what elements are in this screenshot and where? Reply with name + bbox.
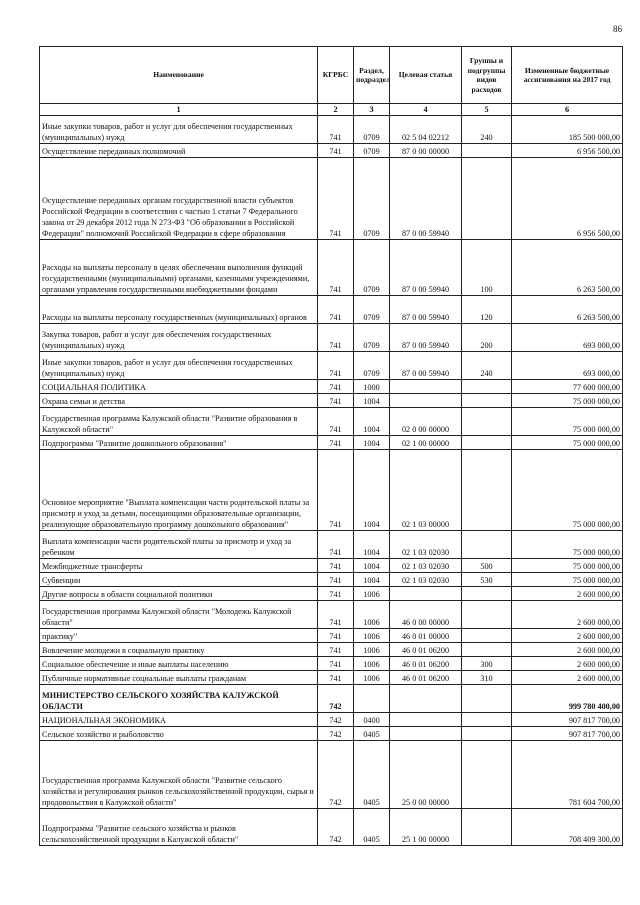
table-row [40,587,623,601]
row-group: 310 [462,671,512,685]
table-row [40,643,623,657]
row-kgrbs: 741 [318,352,354,380]
col-header-name: Наименование [40,47,318,104]
row-group [462,727,512,741]
row-amount: 999 780 400,00 [512,685,623,713]
row-target [390,587,462,601]
row-target: 46 0 01 06200 [390,671,462,685]
row-razdel: 0709 [354,296,390,324]
row-kgrbs: 741 [318,324,354,352]
row-kgrbs: 741 [318,531,354,559]
row-target [390,713,462,727]
table-row [40,657,623,671]
row-group [462,158,512,240]
row-amount: 75 000 000,00 [512,559,623,573]
row-amount: 75 000 000,00 [512,531,623,559]
row-amount: 708 409 300,00 [512,809,623,846]
col-number: 1 [40,104,318,116]
row-amount: 75 000 000,00 [512,450,623,531]
row-kgrbs: 742 [318,685,354,713]
table-row [40,324,623,352]
row-kgrbs: 741 [318,144,354,158]
row-name: МИНИСТЕРСТВО СЕЛЬСКОГО ХОЗЯЙСТВА КАЛУЖСКОЙ ОБЛАСТИ [40,685,318,713]
row-kgrbs: 741 [318,380,354,394]
row-group: 500 [462,559,512,573]
row-target [390,685,462,713]
row-target: 02 1 00 00000 [390,436,462,450]
row-kgrbs: 741 [318,657,354,671]
row-name: Сельское хозяйство и рыболовство [40,727,318,741]
table-row [40,685,623,713]
row-target: 87 0 00 59940 [390,240,462,296]
row-amount: 2 600 000,00 [512,657,623,671]
row-razdel: 0709 [354,324,390,352]
table-row [40,531,623,559]
table-row [40,116,623,144]
row-name: Осуществление переданных полномочий [40,144,318,158]
row-razdel: 1004 [354,408,390,436]
row-group [462,394,512,408]
row-name: Публичные нормативные социальные выплаты гражданам [40,671,318,685]
row-kgrbs: 742 [318,713,354,727]
row-razdel: 1006 [354,643,390,657]
table-row [40,436,623,450]
row-group [462,809,512,846]
row-target: 02 1 03 02030 [390,559,462,573]
row-name: Социальное обеспечение и иные выплаты населению [40,657,318,671]
col-number: 3 [354,104,390,116]
row-name: Выплата компенсации части родительской платы за присмотр и уход за ребенком [40,531,318,559]
row-amount: 75 000 000,00 [512,573,623,587]
row-amount: 6 956 500,00 [512,158,623,240]
row-kgrbs: 741 [318,601,354,629]
row-name: Расходы на выплаты персоналу государственных (муниципальных) органов [40,296,318,324]
row-group: 200 [462,324,512,352]
row-kgrbs: 741 [318,671,354,685]
row-name: Иные закупки товаров, работ и услуг для обеспечения государственных (муниципальных) нужд [40,116,318,144]
table-row [40,727,623,741]
row-razdel: 1006 [354,657,390,671]
row-target: 87 0 00 59940 [390,352,462,380]
row-kgrbs: 741 [318,436,354,450]
row-razdel: 0405 [354,741,390,809]
row-amount: 907 817 700,00 [512,727,623,741]
row-kgrbs: 741 [318,394,354,408]
row-group [462,587,512,601]
row-kgrbs: 741 [318,240,354,296]
col-header-group: Группы и подгруппы видов расходов [462,47,512,104]
row-razdel: 1004 [354,559,390,573]
row-amount: 6 263 500,00 [512,296,623,324]
row-group [462,436,512,450]
row-group: 240 [462,352,512,380]
row-razdel: 0709 [354,116,390,144]
col-header-kgrbs: КГРБС [318,47,354,104]
row-group: 530 [462,573,512,587]
table-row [40,380,623,394]
row-razdel: 0405 [354,727,390,741]
row-amount: 2 600 000,00 [512,587,623,601]
row-target: 87 0 00 00000 [390,144,462,158]
table-row [40,408,623,436]
table-row [40,144,623,158]
row-amount: 75 000 000,00 [512,408,623,436]
row-razdel: 1006 [354,629,390,643]
row-target: 02 0 00 00000 [390,408,462,436]
table-row [40,394,623,408]
row-name: практику" [40,629,318,643]
row-amount: 6 956 500,00 [512,144,623,158]
row-group [462,629,512,643]
row-target [390,727,462,741]
table-row [40,671,623,685]
row-kgrbs: 741 [318,296,354,324]
row-name: НАЦИОНАЛЬНАЯ ЭКОНОМИКА [40,713,318,727]
col-number: 4 [390,104,462,116]
row-name: Межбюджетные трансферты [40,559,318,573]
row-amount: 77 600 000,00 [512,380,623,394]
row-amount: 2 600 000,00 [512,643,623,657]
row-group [462,531,512,559]
table-row [40,573,623,587]
row-name: Основное мероприятие "Выплата компенсации части родительской платы за присмотр и уход за детьми, посещающими образовательные организации, реализующие образовательную программу дошкольного образования" [40,450,318,531]
row-amount: 6 263 500,00 [512,240,623,296]
row-razdel: 1004 [354,394,390,408]
col-header-target: Целевая статья [390,47,462,104]
row-amount: 2 600 000,00 [512,671,623,685]
row-razdel: 1004 [354,450,390,531]
row-kgrbs: 741 [318,573,354,587]
row-amount: 75 000 000,00 [512,394,623,408]
row-group [462,144,512,158]
row-kgrbs: 742 [318,809,354,846]
table-row [40,158,623,240]
row-group [462,643,512,657]
table-row [40,450,623,531]
row-group: 240 [462,116,512,144]
row-razdel: 1006 [354,671,390,685]
row-kgrbs: 741 [318,116,354,144]
table-row [40,713,623,727]
row-name: Субвенции [40,573,318,587]
row-target: 02 1 03 02030 [390,573,462,587]
row-target: 87 0 00 59940 [390,324,462,352]
row-razdel: 0405 [354,809,390,846]
row-amount: 907 817 700,00 [512,713,623,727]
table-row [40,559,623,573]
row-amount: 185 500 000,00 [512,116,623,144]
row-kgrbs: 741 [318,158,354,240]
row-amount: 781 604 700,00 [512,741,623,809]
row-target [390,380,462,394]
row-kgrbs: 741 [318,408,354,436]
row-group [462,380,512,394]
row-razdel: 0709 [354,158,390,240]
row-kgrbs: 742 [318,741,354,809]
row-group: 300 [462,657,512,671]
row-name: Другие вопросы в области социальной политики [40,587,318,601]
col-header-amount: Измененные бюджетные ассигнования на 2017 год [512,47,623,104]
row-razdel: 1004 [354,436,390,450]
page-number: 86 [613,24,622,34]
row-name: Подпрограмма "Развитие дошкольного образования" [40,436,318,450]
row-razdel: 1004 [354,573,390,587]
row-razdel: 1000 [354,380,390,394]
row-target: 46 0 01 06200 [390,643,462,657]
row-kgrbs: 741 [318,643,354,657]
row-name: Вовлечение молодежи в социальную практику [40,643,318,657]
row-group [462,713,512,727]
row-amount: 75 000 000,00 [512,436,623,450]
row-name: Осуществление переданных органам государственной власти субъектов Российской Федерации в соответствии с частью 1 статьи 7 Федерального закона от 29 декабря 2012 года N 273-ФЗ "Об образовании в Российской Федерации" полномочий Российской Федерации в сфере образования [40,158,318,240]
row-razdel: 0709 [354,240,390,296]
row-razdel [354,685,390,713]
row-name: Иные закупки товаров, работ и услуг для обеспечения государственных (муниципальных) нужд [40,352,318,380]
row-name: СОЦИАЛЬНАЯ ПОЛИТИКА [40,380,318,394]
row-target: 25 0 00 00000 [390,741,462,809]
row-razdel: 1006 [354,601,390,629]
row-amount: 693 000,00 [512,352,623,380]
row-amount: 693 000,00 [512,324,623,352]
row-target [390,394,462,408]
table-row [40,601,623,629]
row-group [462,685,512,713]
column-number-row [40,104,623,116]
row-kgrbs: 741 [318,450,354,531]
table-row [40,240,623,296]
row-target: 87 0 00 59940 [390,296,462,324]
row-group: 100 [462,240,512,296]
row-target: 46 0 01 06200 [390,657,462,671]
budget-table [39,46,623,846]
table-row [40,352,623,380]
row-razdel: 0709 [354,144,390,158]
row-group [462,601,512,629]
row-group [462,741,512,809]
row-razdel: 1004 [354,531,390,559]
row-razdel: 0400 [354,713,390,727]
row-target: 46 0 00 00000 [390,601,462,629]
header-row [40,47,623,104]
row-name: Охрана семьи и детства [40,394,318,408]
table-row [40,296,623,324]
row-target: 02 1 03 00000 [390,450,462,531]
row-kgrbs: 741 [318,629,354,643]
row-target: 02 1 03 02030 [390,531,462,559]
row-kgrbs: 742 [318,727,354,741]
row-group [462,450,512,531]
row-amount: 2 600 000,00 [512,629,623,643]
row-name: Расходы на выплаты персоналу в целях обеспечения выполнения функций государственными (муниципальными) органами, казенными учреждениями, органами управления государственными внебюджетными фондами [40,240,318,296]
table-row [40,629,623,643]
row-target: 02 5 04 02212 [390,116,462,144]
row-target: 87 0 00 59940 [390,158,462,240]
row-kgrbs: 741 [318,559,354,573]
row-name: Государственная программа Калужской области "Развитие сельского хозяйства и регулирования рынков сельскохозяйственной продукции, сырья и продовольствия в Калужской области" [40,741,318,809]
col-header-razdel: Раздел, подраздел [354,47,390,104]
row-amount: 2 600 000,00 [512,601,623,629]
table-row [40,741,623,809]
row-target: 46 0 01 00000 [390,629,462,643]
row-name: Подпрограмма "Развитие сельского хозяйства и рынков сельскохозяйственной продукции в Калужской области" [40,809,318,846]
row-name: Государственная программа Калужской области "Молодежь Калужской области" [40,601,318,629]
col-number: 5 [462,104,512,116]
row-kgrbs: 741 [318,587,354,601]
row-name: Закупка товаров, работ и услуг для обеспечения государственных (муниципальных) нужд [40,324,318,352]
row-group: 120 [462,296,512,324]
row-name: Государственная программа Калужской области "Развитие образования в Калужской области" [40,408,318,436]
row-razdel: 1006 [354,587,390,601]
col-number: 6 [512,104,623,116]
col-number: 2 [318,104,354,116]
row-group [462,408,512,436]
row-razdel: 0709 [354,352,390,380]
table-row [40,809,623,846]
row-target: 25 1 00 00000 [390,809,462,846]
